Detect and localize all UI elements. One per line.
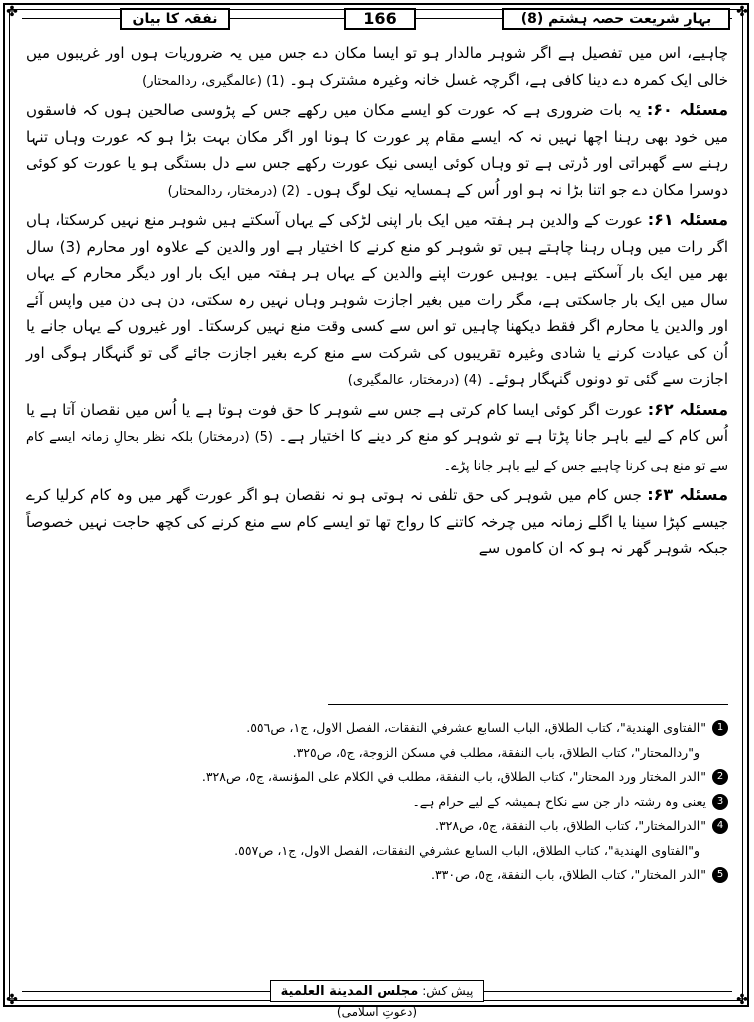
chapter-title: نفقہ کا بیان <box>120 8 230 30</box>
header-rule <box>730 18 732 19</box>
paragraph-text: چاہیے، اس میں تفصیل ہے اگر شوہر مالدار ہو تو ایسا مکان دے جس میں یہ ضروریات ہوں اور غریبوں میں خالی ایک کمرہ دے دینا کافی ہے، اگرچہ غسل خانہ وغیرہ مشترک ہو۔ <box>26 44 728 89</box>
publisher-footer <box>270 980 484 1019</box>
footnote-separator <box>328 704 728 705</box>
footnote <box>26 790 728 815</box>
paragraph <box>26 207 728 395</box>
footnotes <box>26 716 728 888</box>
footnote <box>26 863 728 888</box>
paragraph-text: یہ بات ضروری ہے کہ عورت کو ایسے مکان میں رکھے جس کے پڑوسی صالحین ہوں کہ فاسقوں میں خود بھی رہنا اچھا نہیں نہ کہ ایسے مقام پر عورت کا ہونا اور اگر مکان بہت بڑا ہو کہ عورت وہاں تنہا رہنے سے گھبراتی اور ڈرتی ہے تو وہاں کوئی ایسی نیک عورت رکھے جس سے دل بستگی ہو یا عورت کو کوئی دوسرا مکان دے جو اتنا بڑا نہ ہو اور اُس کے ہمسایہ نیک لوگ ہوں۔ <box>26 101 728 199</box>
paragraph <box>26 40 728 95</box>
footnote-text: "الدر المختار ورد المحتار"، كتاب الطلاق، باب النفقة، مطلب في الكلام على المؤنسة، ج٥، ص٣٢٨. <box>201 769 706 784</box>
masala-label: مسئلہ ۶۰: <box>646 100 728 119</box>
footnote <box>26 716 728 741</box>
footnote-text: "الفتاوی الهندية"، كتاب الطلاق، الباب السابع عشرفي النفقات، الفصل الاول، ج١، ص٥٥٦. <box>246 720 706 735</box>
masala-label: مسئلہ ۶۲: <box>647 399 728 419</box>
footnote-number: 1 <box>712 720 728 736</box>
paragraph-reference: (2) (درمختار، ردالمحتار) <box>167 183 300 199</box>
paragraph-reference: (5) (درمختار) بلکہ نظر بحالِ زمانہ ایسے کام سے تو منع ہی کرنا چاہیے جس کے لیے باہر جانا پڑے۔ <box>26 430 728 474</box>
footnote-continuation <box>26 839 728 864</box>
book-title: بہارِ شریعت حصہ ہشتم (8) <box>502 8 730 30</box>
footnote-number: 4 <box>712 818 728 834</box>
footnote <box>26 765 728 790</box>
footnote-continuation <box>26 741 728 766</box>
header-rule <box>230 18 344 19</box>
paragraph-text: عورت اگر کوئی ایسا کام کرتی ہے جس سے شوہر کا حق فوت ہوتا ہے یا اُس میں نقصان آتا ہے یا اُس کام کے لیے باہر جانا پڑتا ہے تو شوہر کو منع کر دینے کا اختیار ہے۔ <box>26 400 728 445</box>
paragraph-reference: (1) (عالمگیری، ردالمحتار) <box>142 73 285 89</box>
footnote-text: و"ردالمحتار"، كتاب الطلاق، باب النفقة، مطلب في مسكن الزوجة، ج٥، ص٣٢٥. <box>292 744 700 760</box>
footnote <box>26 814 728 839</box>
footnote-text: و"الفتاوی الهندية"، كتاب الطلاق، الباب السابع عشرفي النفقات، الفصل الاول، ج١، ص٥٥٧. <box>234 842 700 858</box>
paragraph <box>26 97 728 205</box>
header-rule <box>416 18 502 19</box>
paragraph-text: عورت کے والدین ہر ہفتہ میں ایک بار اپنی لڑکی کے یہاں آسکتے ہیں شوہر منع نہیں کرسکتا، ہاں اگر رات میں وہاں رہنا چاہتے ہیں تو شوہر کو منع کرنے کا اختیار ہے اور والدین کے علاوہ اور محارم (3) سال بھر میں ایک بار آسکتے ہیں۔ یوہیں عورت اپنے والدین کے یہاں ہر ہفتہ میں ایک بار اور دیگر محارم کے یہاں سال میں ایک بار جاسکتی ہے، مگر رات میں بغیر اجازت شوہر وہاں نہیں رہ سکتی، دن ہی دن میں واپس آئے اور والدین یا محارم اگر فقط دیکھنا چاہیں تو اس سے کسی وقت منع نہیں کرسکتا۔ اور غیروں کے یہاں جانے یا اُن کی عیادت کرنے یا شادی وغیرہ تقریبوں کی شرکت سے منع کرے بغیر اجازت جائے گی تو گنہگار ہوگی اور اجازت سے گئی تو دونوں گنہگار ہوئے۔ <box>26 211 728 388</box>
footer-rule <box>22 991 270 992</box>
main-text <box>26 40 728 566</box>
footnote-text: یعنی وہ رشتہ دار جن سے نکاح ہمیشہ کے لیے حرام ہے۔ <box>412 793 706 809</box>
footnote-number: 5 <box>712 867 728 883</box>
footnote-number: 3 <box>712 794 728 810</box>
header-rule <box>22 18 120 19</box>
footnote-text: "الدرالمختار"، كتاب الطلاق، باب النفقة، ج٥، ص٣٢٨. <box>434 818 706 833</box>
footer-suffix: (دعوتِ اسلامی) <box>336 1005 418 1019</box>
footer-rule <box>484 991 732 992</box>
corner-ornament-icon: ✤ <box>6 4 18 20</box>
masala-label: مسئلہ ۶۳: <box>647 485 728 504</box>
masala-label: مسئلہ ۶۱: <box>647 210 728 229</box>
corner-ornament-icon: ✤ <box>6 992 18 1008</box>
footer-organization: مجلس المدينة العلمية <box>280 984 419 999</box>
paragraph-text: جس کام میں شوہر کی حق تلفی نہ ہوتی ہو نہ نقصان ہو اگر عورت گھر میں وہ کام کرلیا کرے جیسے کپڑا سینا یا اگلے زمانہ میں چرخہ کاتنے کا رواج تھا تو ایسے کام سے منع کرنے کی کچھ حاجت نہیں خصوصاً جبکہ شوہر گھر نہ ہو کہ ان کاموں سے <box>26 486 728 557</box>
corner-ornament-icon: ✤ <box>736 4 748 20</box>
page-number: 166 <box>344 8 416 30</box>
corner-ornament-icon: ✤ <box>736 992 748 1008</box>
footer-prefix: پیش کش: <box>422 984 474 998</box>
footnote-text: "الدر المختار"، كتاب الطلاق، باب النفقة، ج٥، ص٣٣٠. <box>430 867 706 882</box>
paragraph-reference: (4) (درمختار، عالمگیری) <box>347 373 483 388</box>
page-header <box>22 8 732 30</box>
paragraph <box>26 397 728 481</box>
footnote-number: 2 <box>712 769 728 785</box>
paragraph <box>26 482 728 564</box>
